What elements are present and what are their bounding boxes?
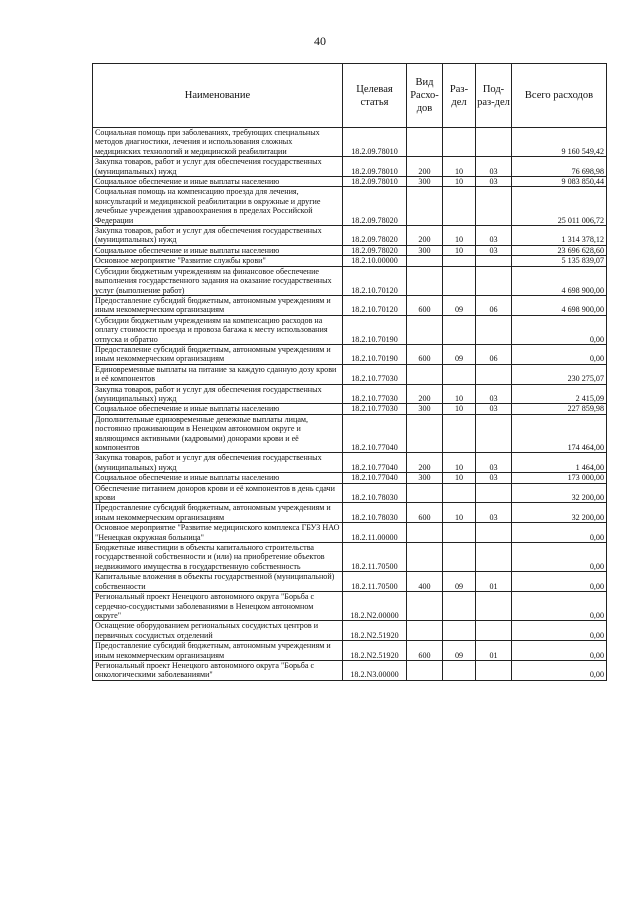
- row-subsection: [476, 483, 512, 503]
- row-subsection: 03: [476, 177, 512, 187]
- row-section: 10: [443, 453, 476, 473]
- row-total: 32 200,00: [512, 483, 607, 503]
- row-total: 9 160 549,42: [512, 128, 607, 157]
- row-subsection: 03: [476, 245, 512, 255]
- table-row: [93, 245, 607, 255]
- table-row: [93, 177, 607, 187]
- table-row: [93, 453, 607, 473]
- row-expense-type: 600: [407, 295, 443, 315]
- row-subsection: [476, 364, 512, 384]
- row-expense-type: 300: [407, 404, 443, 414]
- row-target-article: 18.2.09.78020: [343, 226, 407, 246]
- row-name: Предоставление субсидий бюджетным, автономным учреждениям и иным некоммерческим организациям: [93, 503, 343, 523]
- row-subsection: 06: [476, 344, 512, 364]
- row-total: 5 135 839,07: [512, 256, 607, 266]
- row-expense-type: [407, 266, 443, 295]
- row-total: 0,00: [512, 315, 607, 344]
- row-name: Единовременные выплаты на питание за каждую сданную дозу крови и её компонентов: [93, 364, 343, 384]
- row-total: 0,00: [512, 543, 607, 572]
- row-name: Основное мероприятие "Развитие службы крови": [93, 256, 343, 266]
- row-name: Дополнительные единовременные денежные выплаты лицам, постоянно проживающим в Ненецком автономном округе и являющимся активными (кадровыми) донорами крови и её компонентов: [93, 414, 343, 453]
- table-row: [93, 503, 607, 523]
- table-row: [93, 364, 607, 384]
- table-row: [93, 621, 607, 641]
- row-total: 32 200,00: [512, 503, 607, 523]
- table-row: [93, 384, 607, 404]
- header-target-article: Целевая статья: [343, 64, 407, 128]
- row-target-article: 18.2.10.70120: [343, 266, 407, 295]
- row-expense-type: 200: [407, 384, 443, 404]
- row-expense-type: [407, 621, 443, 641]
- row-subsection: [476, 187, 512, 226]
- row-expense-type: [407, 256, 443, 266]
- row-subsection: 03: [476, 404, 512, 414]
- row-total: 173 000,00: [512, 473, 607, 483]
- row-subsection: [476, 414, 512, 453]
- table-row: [93, 483, 607, 503]
- header-section: Раз-дел: [443, 64, 476, 128]
- row-expense-type: [407, 128, 443, 157]
- row-subsection: 03: [476, 503, 512, 523]
- row-section: 10: [443, 384, 476, 404]
- row-expense-type: [407, 364, 443, 384]
- table-row: [93, 572, 607, 592]
- page-number: 40: [314, 34, 326, 48]
- row-total: 0,00: [512, 572, 607, 592]
- table-row: [93, 641, 607, 661]
- row-target-article: 18.2.N3.00000: [343, 660, 407, 680]
- row-section: [443, 523, 476, 543]
- row-expense-type: [407, 592, 443, 621]
- row-name: Социальное обеспечение и иные выплаты населению: [93, 245, 343, 255]
- row-subsection: [476, 543, 512, 572]
- table-header-row: [93, 64, 607, 128]
- table-row: [93, 543, 607, 572]
- row-section: 10: [443, 226, 476, 246]
- row-target-article: 18.2.10.77040: [343, 414, 407, 453]
- row-total: 0,00: [512, 592, 607, 621]
- row-expense-type: [407, 483, 443, 503]
- row-name: Предоставление субсидий бюджетным, автономным учреждениям и иным некоммерческим организациям: [93, 295, 343, 315]
- row-target-article: 18.2.11.00000: [343, 523, 407, 543]
- row-total: 76 698,98: [512, 157, 607, 177]
- table-row: [93, 414, 607, 453]
- row-section: 09: [443, 572, 476, 592]
- row-target-article: 18.2.10.70190: [343, 315, 407, 344]
- table-row: [93, 344, 607, 364]
- row-name: Социальная помощь при заболеваниях, требующих специальных методов диагностики, лечения и использования сложных медицинских технологий и медицинской реабилитации: [93, 128, 343, 157]
- row-section: [443, 187, 476, 226]
- row-section: 10: [443, 404, 476, 414]
- row-subsection: 03: [476, 226, 512, 246]
- table-row: [93, 226, 607, 246]
- row-total: 0,00: [512, 523, 607, 543]
- table-row: [93, 187, 607, 226]
- table-row: [93, 523, 607, 543]
- row-section: [443, 414, 476, 453]
- table-row: [93, 660, 607, 680]
- row-section: 10: [443, 503, 476, 523]
- row-section: [443, 256, 476, 266]
- row-total: 0,00: [512, 621, 607, 641]
- row-section: 09: [443, 641, 476, 661]
- row-subsection: [476, 592, 512, 621]
- row-target-article: 18.2.10.78030: [343, 503, 407, 523]
- row-expense-type: 200: [407, 453, 443, 473]
- row-subsection: [476, 128, 512, 157]
- row-expense-type: 300: [407, 245, 443, 255]
- header-total-expenses: Всего расходов: [512, 64, 607, 128]
- table-row: [93, 473, 607, 483]
- row-subsection: [476, 621, 512, 641]
- row-target-article: 18.2.09.78020: [343, 245, 407, 255]
- row-total: 1 464,00: [512, 453, 607, 473]
- row-name: Региональный проект Ненецкого автономного округа "Борьба с онкологическими заболеваниями": [93, 660, 343, 680]
- row-target-article: 18.2.10.77040: [343, 453, 407, 473]
- row-section: 10: [443, 245, 476, 255]
- row-expense-type: 600: [407, 503, 443, 523]
- row-total: 0,00: [512, 344, 607, 364]
- row-target-article: 18.2.N2.51920: [343, 641, 407, 661]
- row-section: 10: [443, 473, 476, 483]
- row-subsection: [476, 660, 512, 680]
- row-name: Закупка товаров, работ и услуг для обеспечения государственных (муниципальных) нужд: [93, 384, 343, 404]
- row-subsection: [476, 315, 512, 344]
- row-name: Основное мероприятие "Развитие медицинского комплекса ГБУЗ НАО "Ненецкая окружная больница": [93, 523, 343, 543]
- row-section: [443, 483, 476, 503]
- row-name: Закупка товаров, работ и услуг для обеспечения государственных (муниципальных) нужд: [93, 453, 343, 473]
- row-total: 9 083 850,44: [512, 177, 607, 187]
- row-expense-type: [407, 187, 443, 226]
- table-row: [93, 295, 607, 315]
- row-total: 0,00: [512, 660, 607, 680]
- header-subsection: Под-раз-дел: [476, 64, 512, 128]
- row-total: 2 415,09: [512, 384, 607, 404]
- row-subsection: [476, 523, 512, 543]
- row-subsection: [476, 256, 512, 266]
- table-row: [93, 256, 607, 266]
- row-name: Закупка товаров, работ и услуг для обеспечения государственных (муниципальных) нужд: [93, 226, 343, 246]
- row-total: 4 698 900,00: [512, 266, 607, 295]
- row-expense-type: [407, 414, 443, 453]
- row-target-article: 18.2.09.78010: [343, 128, 407, 157]
- row-name: Оснащение оборудованием региональных сосудистых центров и первичных сосудистых отделений: [93, 621, 343, 641]
- row-subsection: 06: [476, 295, 512, 315]
- table-row: [93, 315, 607, 344]
- row-target-article: 18.2.09.78010: [343, 157, 407, 177]
- row-section: [443, 315, 476, 344]
- row-name: Субсидии бюджетным учреждениям на финансовое обеспечение выполнения государственного задания на оказание государственных услуг (выполнение работ): [93, 266, 343, 295]
- row-total: 0,00: [512, 641, 607, 661]
- row-total: 4 698 900,00: [512, 295, 607, 315]
- row-target-article: 18.2.09.78020: [343, 187, 407, 226]
- row-expense-type: [407, 523, 443, 543]
- row-target-article: 18.2.10.77030: [343, 384, 407, 404]
- row-name: Предоставление субсидий бюджетным, автономным учреждениям и иным некоммерческим организациям: [93, 641, 343, 661]
- row-subsection: 03: [476, 157, 512, 177]
- row-target-article: 18.2.N2.51920: [343, 621, 407, 641]
- row-target-article: 18.2.10.70190: [343, 344, 407, 364]
- row-target-article: 18.2.10.77040: [343, 473, 407, 483]
- row-subsection: 01: [476, 572, 512, 592]
- row-section: [443, 660, 476, 680]
- row-target-article: 18.2.10.00000: [343, 256, 407, 266]
- row-expense-type: 300: [407, 177, 443, 187]
- row-section: [443, 364, 476, 384]
- row-target-article: 18.2.N2.00000: [343, 592, 407, 621]
- row-expense-type: 400: [407, 572, 443, 592]
- row-subsection: 03: [476, 473, 512, 483]
- row-expense-type: 300: [407, 473, 443, 483]
- row-name: Социальное обеспечение и иные выплаты населению: [93, 177, 343, 187]
- row-total: 1 314 378,12: [512, 226, 607, 246]
- row-subsection: [476, 266, 512, 295]
- table-row: [93, 128, 607, 157]
- table-row: [93, 157, 607, 177]
- row-expense-type: 200: [407, 226, 443, 246]
- row-name: Социальное обеспечение и иные выплаты населению: [93, 473, 343, 483]
- row-name: Социальное обеспечение и иные выплаты населению: [93, 404, 343, 414]
- row-section: [443, 128, 476, 157]
- row-name: Обеспечение питанием доноров крови и её компонентов в день сдачи крови: [93, 483, 343, 503]
- row-name: Закупка товаров, работ и услуг для обеспечения государственных (муниципальных) нужд: [93, 157, 343, 177]
- row-section: [443, 621, 476, 641]
- row-section: 10: [443, 157, 476, 177]
- row-section: [443, 266, 476, 295]
- row-target-article: 18.2.11.70500: [343, 543, 407, 572]
- row-target-article: 18.2.11.70500: [343, 572, 407, 592]
- row-expense-type: 600: [407, 641, 443, 661]
- row-section: 09: [443, 344, 476, 364]
- row-expense-type: 200: [407, 157, 443, 177]
- row-expense-type: 600: [407, 344, 443, 364]
- table-row: [93, 266, 607, 295]
- row-expense-type: [407, 543, 443, 572]
- table-row: [93, 404, 607, 414]
- row-target-article: 18.2.10.77030: [343, 404, 407, 414]
- row-total: 25 011 006,72: [512, 187, 607, 226]
- row-total: 174 464,00: [512, 414, 607, 453]
- header-name: Наименование: [93, 64, 343, 128]
- row-subsection: 03: [476, 453, 512, 473]
- row-target-article: 18.2.10.77030: [343, 364, 407, 384]
- row-target-article: 18.2.09.78010: [343, 177, 407, 187]
- row-total: 23 696 628,60: [512, 245, 607, 255]
- row-section: [443, 543, 476, 572]
- row-section: 10: [443, 177, 476, 187]
- row-total: 227 859,98: [512, 404, 607, 414]
- row-subsection: 01: [476, 641, 512, 661]
- row-name: Капитальные вложения в объекты государственной (муниципальной) собственности: [93, 572, 343, 592]
- table-row: [93, 592, 607, 621]
- row-name: Социальная помощь на компенсацию проезда для лечения, консультаций и медицинской реабилитации в окружные и другие лечебные учреждения здравоохранения в пределах Российской Федерации: [93, 187, 343, 226]
- row-total: 230 275,07: [512, 364, 607, 384]
- row-target-article: 18.2.10.78030: [343, 483, 407, 503]
- budget-table: [92, 63, 607, 681]
- row-section: 09: [443, 295, 476, 315]
- row-name: Субсидии бюджетным учреждениям на компенсацию расходов на оплату стоимости проезда и провоза багажа к месту использования отпуска и обратно: [93, 315, 343, 344]
- row-name: Бюджетные инвестиции в объекты капитального строительства государственной собственности и (или) на приобретение объектов недвижимого имущества в государственную собственность: [93, 543, 343, 572]
- row-name: Региональный проект Ненецкого автономного округа "Борьба с сердечно-сосудистыми заболеваниями в Ненецком автономном округе": [93, 592, 343, 621]
- row-subsection: 03: [476, 384, 512, 404]
- row-name: Предоставление субсидий бюджетным, автономным учреждениям и иным некоммерческим организациям: [93, 344, 343, 364]
- row-expense-type: [407, 315, 443, 344]
- row-section: [443, 592, 476, 621]
- header-expense-type: Вид Расхо-дов: [407, 64, 443, 128]
- row-target-article: 18.2.10.70120: [343, 295, 407, 315]
- row-expense-type: [407, 660, 443, 680]
